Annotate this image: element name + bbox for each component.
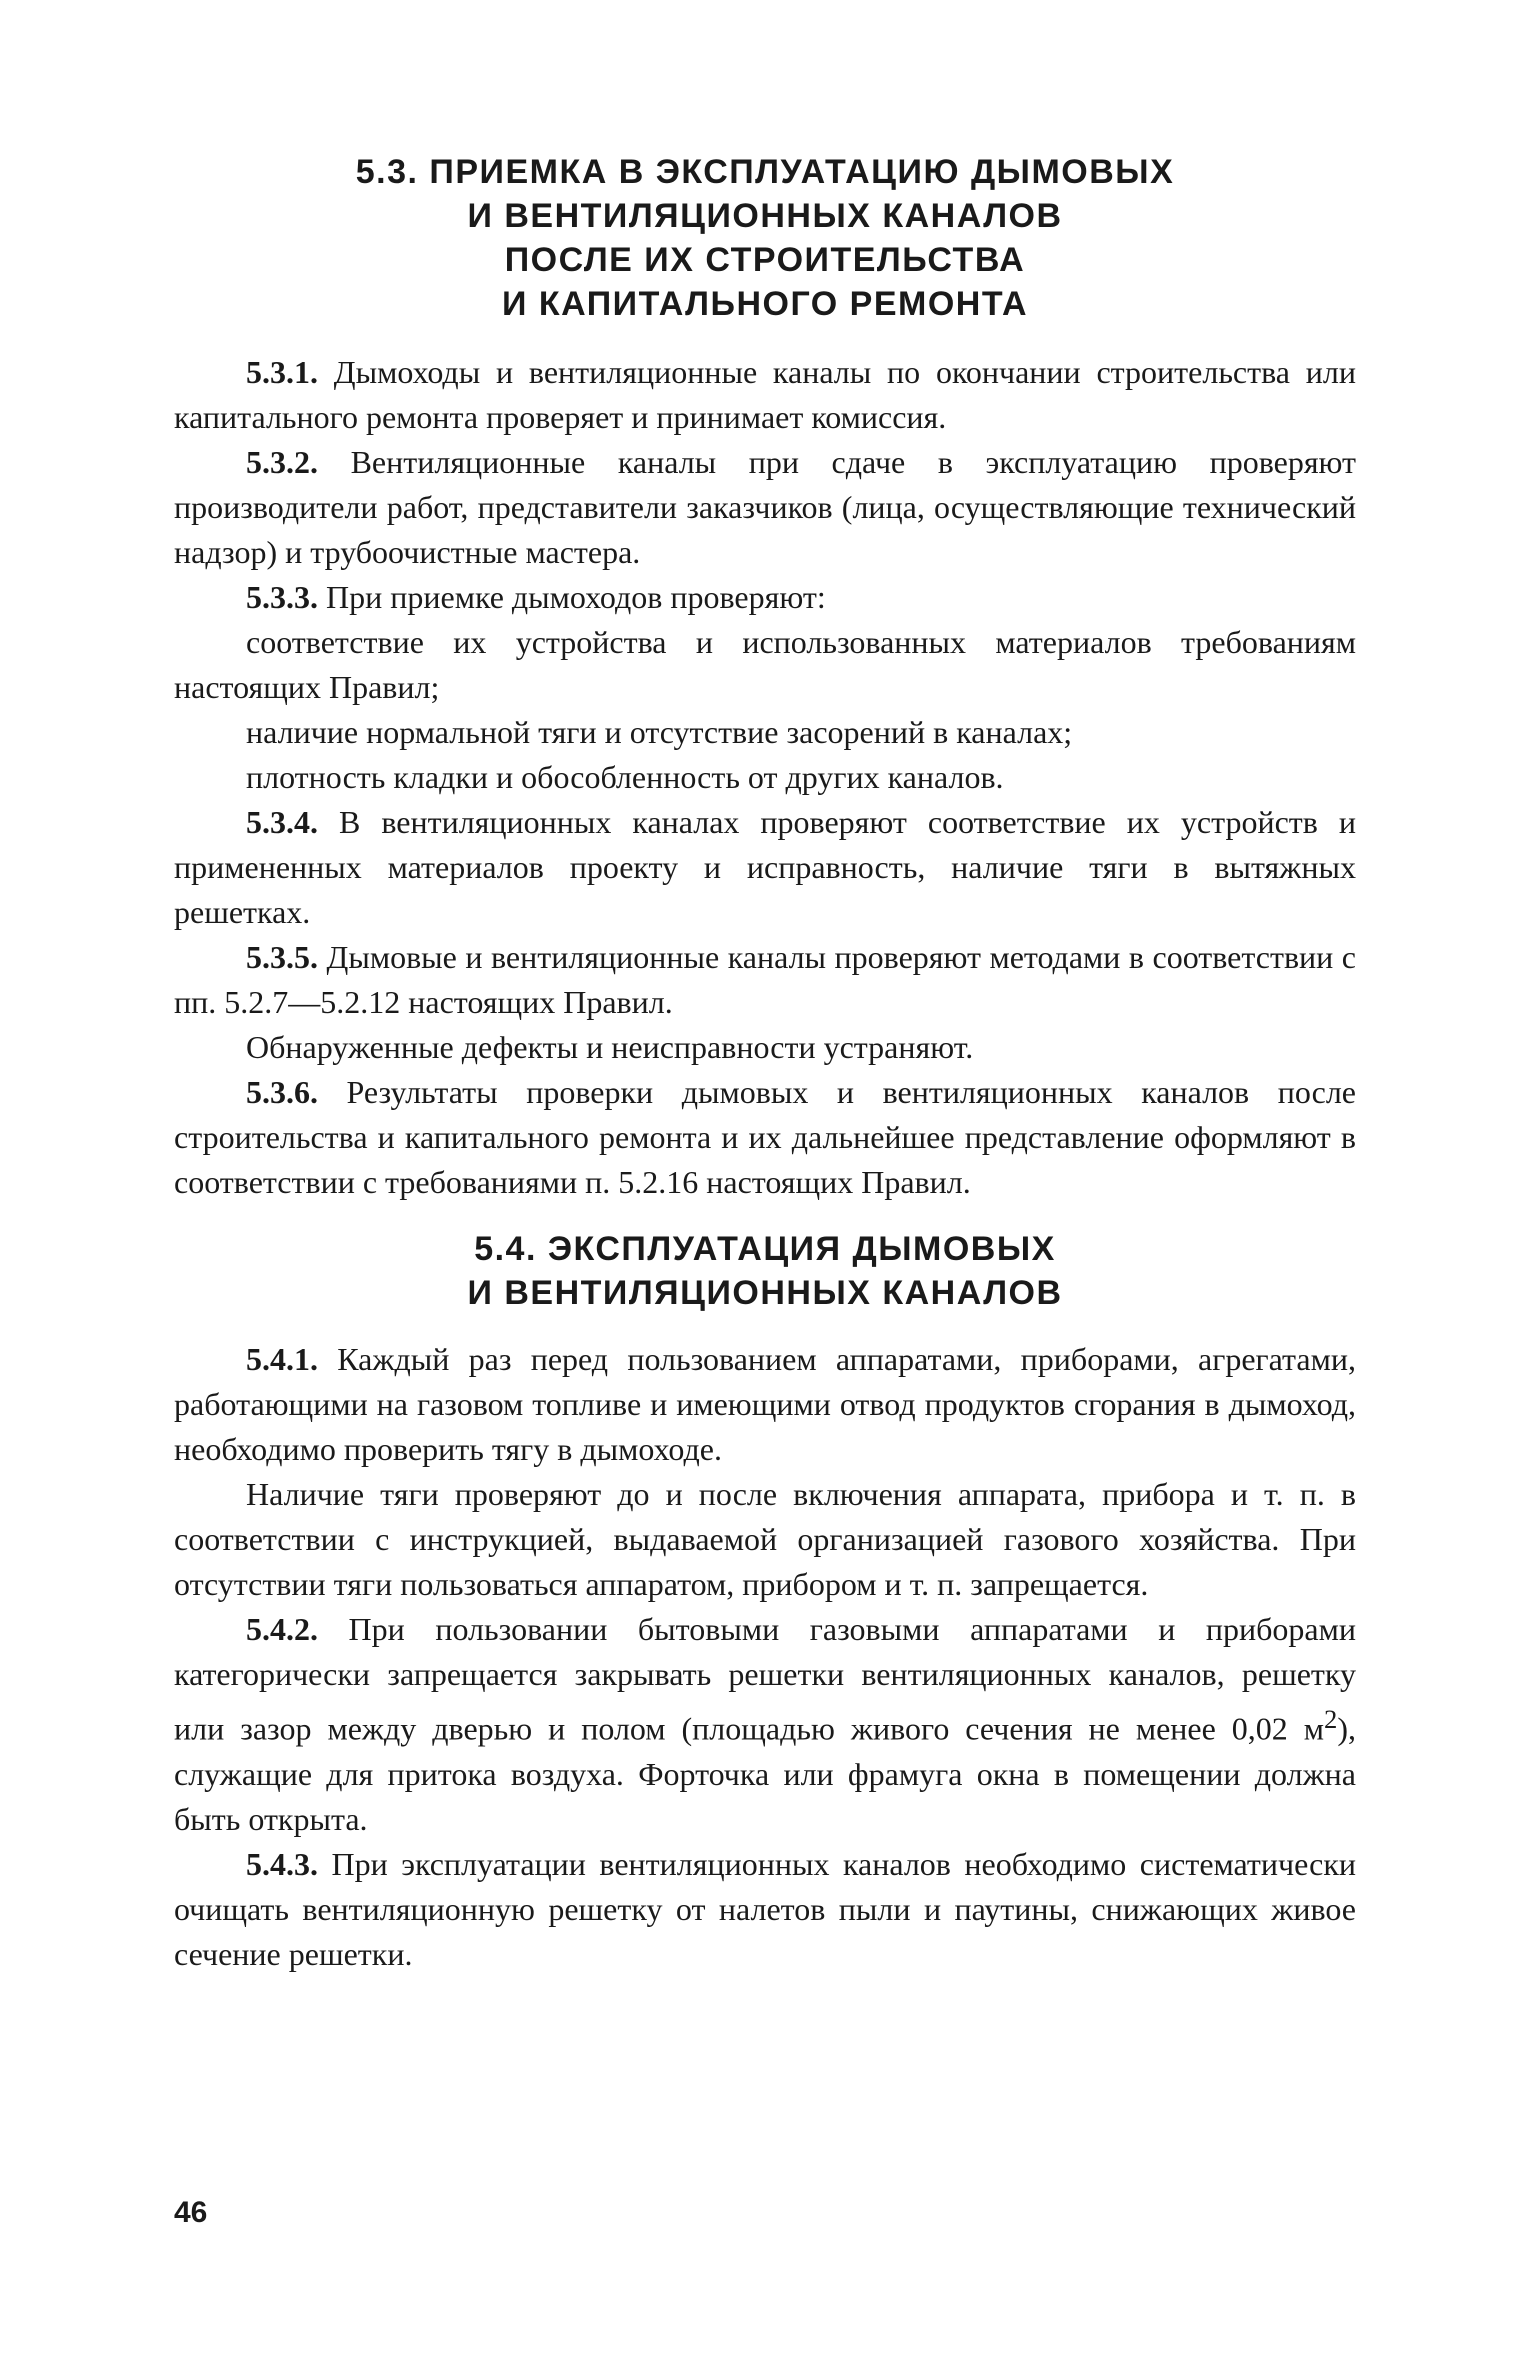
page-number: 46 xyxy=(174,2196,208,2229)
paragraph-5-3-1 xyxy=(174,350,1356,440)
paragraph-5-4-1 xyxy=(174,1337,1356,1472)
clause-text: При пользовании бытовыми газовыми аппаратами и приборами категорически запрещается закрывать решетки вентиляционных каналов, решетку или зазор между дверью и полом (площадью живого сечения не менее 0,02 м xyxy=(174,1611,1356,1747)
clause-number: 5.3.5. xyxy=(246,939,318,975)
clause-text: Дымоходы и вентиляционные каналы по окончании строительства или капитального ремонта проверяет и принимает комиссия. xyxy=(174,354,1356,435)
heading-line: И ВЕНТИЛЯЦИОННЫХ КАНАЛОВ xyxy=(467,1274,1063,1312)
superscript: 2 xyxy=(1324,1704,1338,1734)
clause-number: 5.3.1. xyxy=(246,354,318,390)
paragraph-draft-check: Наличие тяги проверяют до и после включения аппарата, прибора и т. п. в соответствии с инструкцией, выдаваемой организацией газового хозяйства. При отсутствии тяги пользоваться аппаратом, прибором и т. п. запрещается. xyxy=(174,1476,1356,1602)
paragraph-5-3-3 xyxy=(174,575,1356,620)
clause-number: 5.3.6. xyxy=(246,1074,318,1110)
paragraph-5-3-2 xyxy=(174,440,1356,575)
paragraph-5-4-3 xyxy=(174,1842,1356,1977)
heading-line: 5.4. ЭКСПЛУАТАЦИЯ ДЫМОВЫХ xyxy=(474,1230,1056,1268)
paragraph-5-3-4 xyxy=(174,800,1356,935)
paragraph-defects: Обнаруженные дефекты и неисправности устраняют. xyxy=(246,1029,974,1065)
paragraph-5-3-5 xyxy=(174,935,1356,1025)
clause-text: Дымовые и вентиляционные каналы проверяют методами в соответствии с пп. 5.2.7—5.2.12 настоящих Правил. xyxy=(174,939,1356,1020)
section-heading-5-4 xyxy=(174,1227,1356,1315)
clause-text: При приемке дымоходов проверяют: xyxy=(318,579,826,615)
clause-number: 5.4.2. xyxy=(246,1611,318,1647)
clause-text: Результаты проверки дымовых и вентиляционных каналов после строительства и капитального ремонта и их дальнейшее представление оформляют в соответствии с требованиями п. 5.2.16 настоящих Правил. xyxy=(174,1074,1356,1200)
heading-line: И ВЕНТИЛЯЦИОННЫХ КАНАЛОВ xyxy=(467,197,1063,235)
list-item: наличие нормальной тяги и отсутствие засорений в каналах; xyxy=(246,714,1073,750)
clause-number: 5.3.4. xyxy=(246,804,318,840)
document-page xyxy=(174,150,1356,1977)
clause-number: 5.4.1. xyxy=(246,1341,318,1377)
clause-text: ), служащие для притока воздуха. Форточка или фрамуга окна в помещении должна быть открыта. xyxy=(174,1710,1356,1837)
clause-number: 5.3.2. xyxy=(246,444,318,480)
clause-text: Каждый раз перед пользованием аппаратами, приборами, агрегатами, работающими на газовом топливе и имеющими отвод продуктов сгорания в дымоход, необходимо проверить тягу в дымоходе. xyxy=(174,1341,1356,1467)
section-heading-5-3 xyxy=(174,150,1356,326)
heading-line: И КАПИТАЛЬНОГО РЕМОНТА xyxy=(501,285,1029,323)
list-item: соответствие их устройства и использованных материалов требованиям настоящих Правил; xyxy=(174,624,1356,705)
clause-number: 5.4.3. xyxy=(246,1845,318,1882)
clause-text: В вентиляционных каналах проверяют соответствие их устройств и примененных материалов проекту и исправность, наличие тяги в вытяжных решетках. xyxy=(174,804,1356,930)
list-item: плотность кладки и обособленность от других каналов. xyxy=(246,759,1004,795)
heading-line: ПОСЛЕ ИХ СТРОИТЕЛЬСТВА xyxy=(504,241,1026,279)
clause-text: При эксплуатации вентиляционных каналов необходимо систематически очищать вентиляционную решетку от налетов пыли и паутины, снижающих живое сечение решетки. xyxy=(174,1845,1356,1972)
heading-line: 5.3. ПРИЕМКА В ЭКСПЛУАТАЦИЮ ДЫМОВЫХ xyxy=(355,153,1175,191)
clause-text: Вентиляционные каналы при сдаче в эксплуатацию проверяют производители работ, представители заказчиков (лица, осуществляющие технический надзор) и трубоочистные мастера. xyxy=(174,444,1356,570)
paragraph-5-3-6 xyxy=(174,1070,1356,1205)
paragraph-5-4-2 xyxy=(174,1607,1356,1842)
clause-number: 5.3.3. xyxy=(246,579,318,615)
